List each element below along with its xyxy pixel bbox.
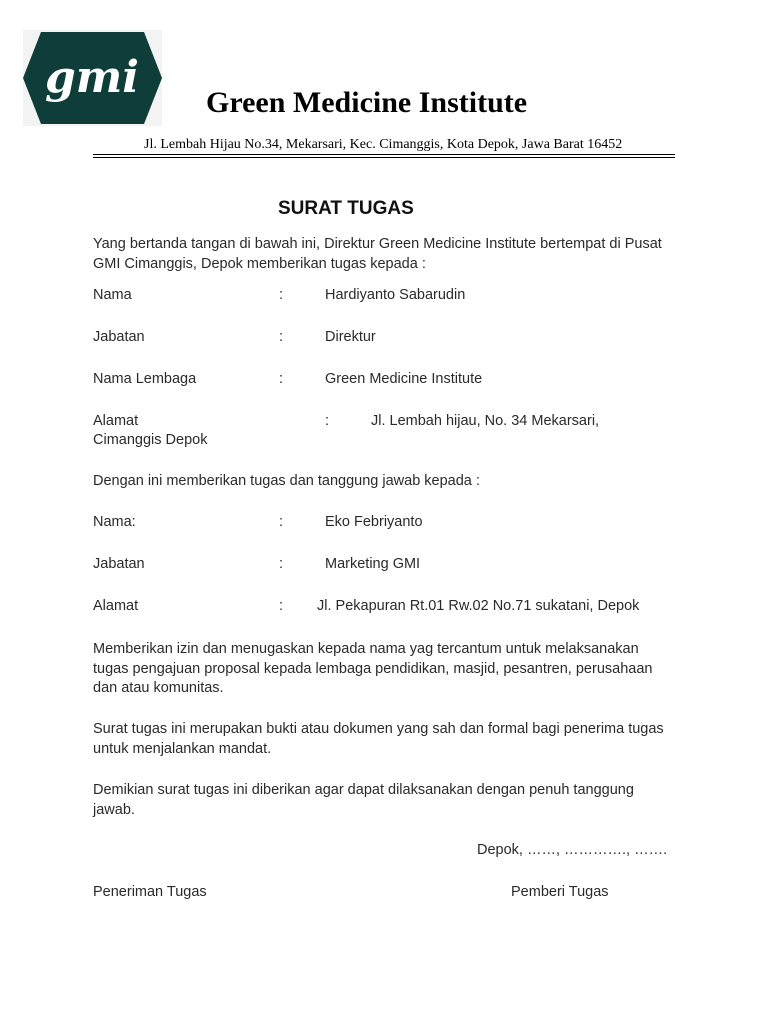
date-line: Depok, ……, …………., …….: [477, 842, 668, 858]
assignment-line: Dengan ini memberikan tugas dan tanggung jawab kepada :: [93, 473, 480, 489]
receiver-position-label: Jabatan: [93, 556, 145, 572]
header-divider-double: [93, 157, 675, 158]
intro-paragraph: Yang bertanda tangan di bawah ini, Direktur Green Medicine Institute bertempat di Pusat GMI Cimanggis, Depok memberikan tugas kepada :: [93, 236, 662, 272]
closing-paragraph: Demikian surat tugas ini diberikan agar dapat dilaksanakan dengan penuh tanggung jawab.: [93, 782, 634, 818]
giver-name-label: Nama: [93, 287, 132, 303]
giver-position-value: Direktur: [325, 329, 376, 345]
svg-text:gmi: gmi: [44, 52, 140, 103]
giver-institution-label: Nama Lembaga: [93, 371, 197, 387]
giver-position-separator: :: [279, 329, 284, 345]
validity-paragraph: Surat tugas ini merupakan bukti atau dokumen yang sah dan formal bagi penerima tugas untuk menjalankan mandat.: [93, 721, 664, 757]
receiver-position-value: Marketing GMI: [325, 556, 421, 572]
receiver-signature-label: Peneriman Tugas: [93, 884, 207, 900]
giver-institution-separator: :: [279, 371, 284, 387]
gmi-logo-icon: [23, 30, 162, 126]
receiver-address-value: Jl. Pekapuran Rt.01 Rw.02 No.71 sukatani, Depok: [317, 598, 640, 614]
giver-name-value: Hardiyanto Sabarudin: [325, 287, 466, 303]
document-title: SURAT TUGAS: [278, 198, 414, 219]
receiver-name-separator: :: [279, 514, 284, 530]
giver-position-label: Jabatan: [93, 329, 145, 345]
giver-address-separator: :: [325, 413, 330, 429]
institute-address: Jl. Lembah Hijau No.34, Mekarsari, Kec. Cimanggis, Kota Depok, Jawa Barat 16452: [144, 137, 623, 152]
institute-name: Green Medicine Institute: [206, 86, 528, 119]
giver-name-separator: :: [279, 287, 284, 303]
giver-address-label: Alamat: [93, 413, 139, 429]
header-divider: [93, 154, 675, 155]
receiver-name-label: Nama:: [93, 514, 136, 530]
receiver-name-value: Eko Febriyanto: [325, 514, 423, 530]
giver-signature-label: Pemberi Tugas: [511, 884, 609, 900]
giver-address-value: Jl. Lembah hijau, No. 34 Mekarsari,: [371, 413, 600, 429]
receiver-address-separator: :: [279, 598, 284, 614]
mandate-paragraph: Memberikan izin dan menugaskan kepada nama yag tercantum untuk melaksanakan tugas pengajuan proposal kepada lembaga pendidikan, masjid, pesantren, perusahaan dan atau komunitas.: [93, 641, 653, 696]
logo: [23, 30, 162, 126]
receiver-position-separator: :: [279, 556, 284, 572]
giver-address-continuation: Cimanggis Depok: [93, 432, 208, 448]
receiver-address-label: Alamat: [93, 598, 139, 614]
giver-institution-value: Green Medicine Institute: [325, 371, 483, 387]
